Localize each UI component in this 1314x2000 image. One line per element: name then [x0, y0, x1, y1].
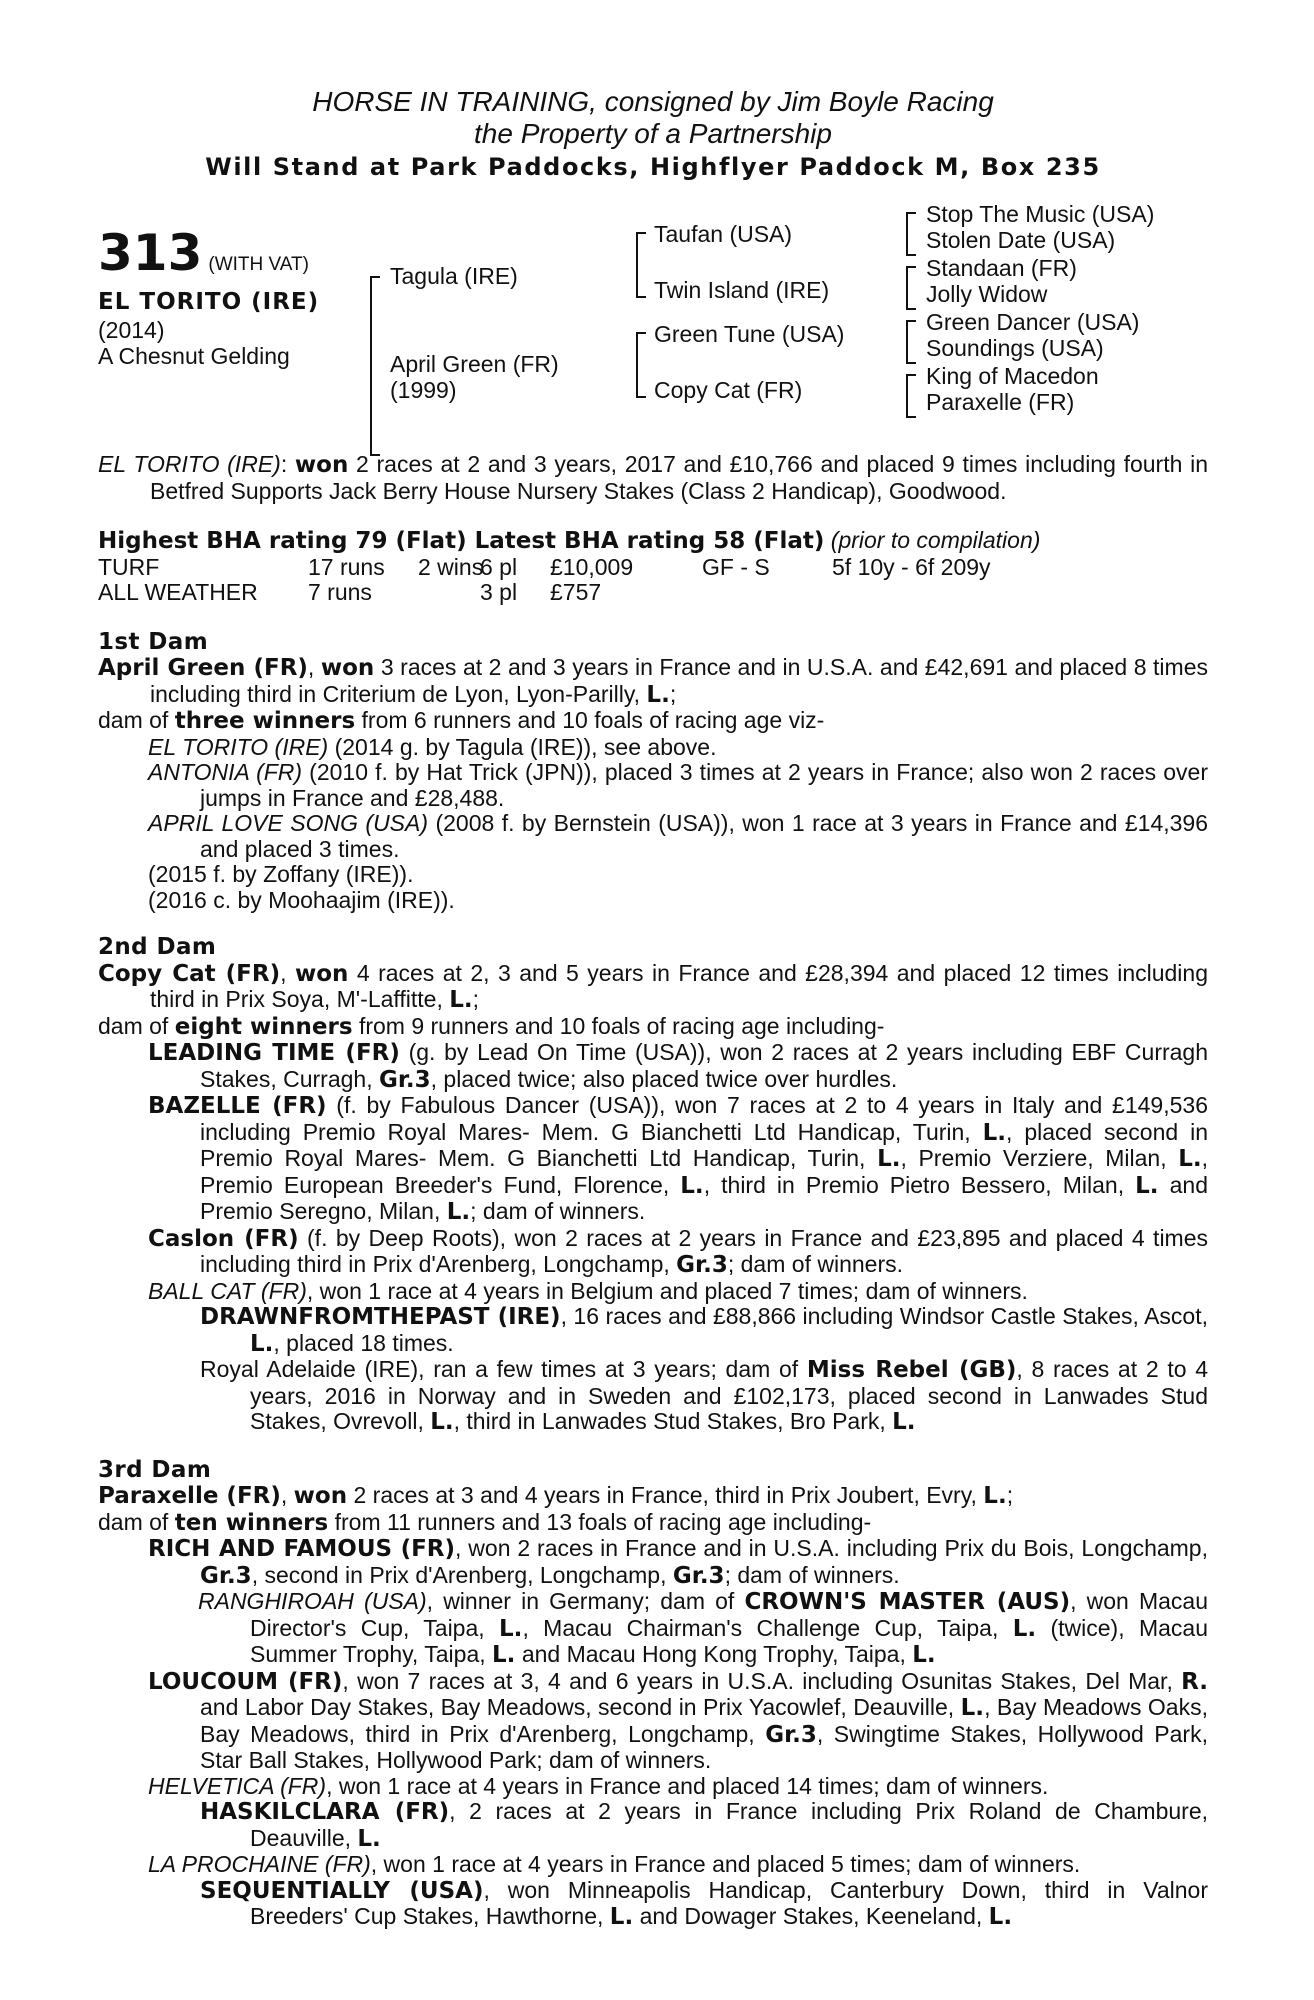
grand-produce-entry: HASKILCLARA (FR), 2 races at 2 years in France including Prix Roland de Chambure, Deauville, L.	[200, 1798, 1208, 1852]
dam-sire-dam: Soundings (USA)	[926, 335, 1104, 361]
dam-record: April Green (FR), won 3 races at 2 and 3 years in France and in U.S.A. and £42,691 and placed 8 times including third in Criterium de Lyon, Lyon-Parilly, L.;	[98, 654, 1208, 708]
produce-entry: ANTONIA (FR) (2010 f. by Hat Trick (JPN)), placed 3 times at 2 years in France; also won 2 races over jumps in France and £28,488.	[148, 759, 1208, 811]
ratings-row-turf: TURF 17 runs 2 wins 6 pl £10,009 GF - S 5f 10y - 6f 209y	[98, 553, 991, 580]
sire-sire: Taufan (USA)	[654, 221, 793, 247]
produce-entry: (2016 c. by Moohaajim (IRE)).	[148, 886, 455, 913]
section-heading: 2nd Dam	[98, 934, 217, 960]
pedigree-bracket	[906, 266, 916, 310]
dam-dam: Copy Cat (FR)	[654, 377, 803, 403]
ratings-line: Highest BHA rating 79 (Flat) Latest BHA rating 58 (Flat) (prior to compilation)	[98, 527, 1041, 554]
pedigree-bracket	[636, 232, 646, 298]
produce-entry: LA PROCHAINE (FR), won 1 race at 4 years in France and placed 5 times; dam of winners.	[148, 1851, 1081, 1877]
second-dam-section	[98, 935, 1208, 1436]
ratings-block	[98, 528, 1208, 606]
produce-entry: RICH AND FAMOUS (FR), won 2 races in France and in U.S.A. including Prix du Bois, Longchamp, Gr.3, second in Prix d'Arenberg, Longchamp, Gr.3; dam of winners.	[148, 1535, 1208, 1589]
pedigree-bracket	[636, 332, 646, 398]
lot-number-line	[98, 224, 309, 282]
section-heading: 1st Dam	[98, 628, 209, 655]
dam-record: Paraxelle (FR), won 2 races at 3 and 4 years in France, third in Prix Joubert, Evry, L.;	[98, 1482, 1014, 1509]
sire-dam-sire: Standaan (FR)	[926, 255, 1077, 281]
vat-label: (WITH VAT)	[208, 254, 309, 275]
produce-entry: BALL CAT (FR), won 1 race at 4 years in Belgium and placed 7 times; dam of winners.	[148, 1277, 1028, 1304]
pedigree-bracket	[906, 320, 916, 364]
third-dam-section	[98, 1458, 1208, 1931]
horse-name: EL TORITO (IRE)	[98, 289, 320, 315]
sire-dam: Twin Island (IRE)	[654, 277, 830, 303]
consignor-line: HORSE IN TRAINING, consigned by Jim Boyle Racing	[312, 86, 994, 117]
pedigree-bracket	[370, 276, 380, 456]
dam-produce-summary: dam of ten winners from 11 runners and 13 foals of racing age including-	[98, 1508, 872, 1536]
produce-entry: Caslon (FR) (f. by Deep Roots), won 2 races at 2 years in France and £23,895 and placed 4 times including third in Prix d'Arenberg, Longchamp, Gr.3; dam of winners.	[148, 1224, 1209, 1278]
dam-produce-summary: dam of three winners from 6 runners and 10 foals of racing age viz-	[98, 707, 825, 734]
pedigree-bracket	[906, 212, 916, 256]
produce-entry: HELVETICA (FR), won 1 race at 4 years in France and placed 14 times; dam of winners.	[148, 1772, 1049, 1799]
property-line: the Property of a Partnership	[474, 118, 832, 149]
produce-entry: LEADING TIME (FR) (g. by Lead On Time (USA)), won 2 races at 2 years including EBF Curragh Stakes, Curragh, Gr.3, placed twice; also placed twice over hurdles.	[148, 1039, 1209, 1093]
produce-entry: LOUCOUM (FR), won 7 races at 3, 4 and 6 years in U.S.A. including Osunitas Stakes, Del Mar, R. and Labor Day Stakes, Bay Meadows, second in Prix Yacowlef, Deauville, L., Bay Meadows Oaks, Bay Meadows, third in Prix d'Arenberg, Longchamp, Gr.3, Swingtime Stakes, Hollywood Park, Star Ball Stakes, Hollywood Park; dam of winners.	[148, 1667, 1208, 1773]
section-heading: 3rd Dam	[98, 1456, 212, 1483]
pedigree-bracket	[906, 374, 916, 418]
produce-entry: (2015 f. by Zoffany (IRE)).	[148, 861, 414, 887]
produce-entry: BAZELLE (FR) (f. by Fabulous Dancer (USA)), won 7 races at 2 to 4 years in Italy and £149,536 including Premio Royal Mares- Mem. G Bianchetti Ltd Handicap, Turin, L., placed second in Premio Royal Mares- Mem. G Bianchetti Ltd Handicap, Turin, L., Premio Verziere, Milan, L., Premio European Breeder's Fund, Florence, L., third in Premio Pietro Bessero, Milan, L. and Premio Seregno, Milan, L.; dam of winners.	[148, 1092, 1209, 1225]
grand-produce-entry: DRAWNFROMTHEPAST (IRE), 16 races and £88,866 including Windsor Castle Stakes, Ascot, L., placed 18 times.	[200, 1303, 1209, 1357]
sire-dam-dam: Jolly Widow	[926, 281, 1048, 307]
sire-sire-dam: Stolen Date (USA)	[926, 227, 1116, 253]
dam-record: Copy Cat (FR), won 4 races at 2, 3 and 5 years in France and £28,394 and placed 12 times including third in Prix Soya, M'-Laffitte, L.;	[98, 959, 1209, 1013]
sire-sire-sire: Stop The Music (USA)	[926, 201, 1155, 227]
dam-dam-sire: King of Macedon	[926, 363, 1099, 389]
dam-sire: Green Tune (USA)	[654, 321, 845, 347]
ratings-row-all-weather: ALL WEATHER 7 runs 3 pl £757	[98, 579, 602, 605]
dam-dam-dam: Paraxelle (FR)	[926, 389, 1075, 415]
dam-produce-summary: dam of eight winners from 9 runners and 10 foals of racing age including-	[98, 1012, 885, 1040]
foaling-year: (2014)	[98, 317, 165, 343]
race-summary: EL TORITO (IRE): won 2 races at 2 and 3 years, 2017 and £10,766 and placed 9 times including fourth in Betfred Supports Jack Berry House Nursery Stakes (Class 2 Handicap), Goodwood.	[98, 451, 1208, 504]
dam-sire-sire: Green Dancer (USA)	[926, 309, 1140, 335]
grand-produce-entry: Royal Adelaide (IRE), ran a few times at 3 years; dam of Miss Rebel (GB), 8 races at 2 to 4 years, 2016 in Norway and in Sweden and £102,173, placed second in Lanwades Stud Stakes, Ovrevoll, L., third in Lanwades Stud Stakes, Bro Park, L.	[200, 1356, 1208, 1435]
grand-produce-entry: SEQUENTIALLY (USA), won Minneapolis Handicap, Canterbury Down, third in Valnor Breeders' Cup Stakes, Hawthorne, L. and Dowager Stakes, Keeneland, L.	[200, 1876, 1208, 1930]
pedigree-block	[98, 201, 1208, 452]
produce-entry: EL TORITO (IRE) (2014 g. by Tagula (IRE)), see above.	[148, 733, 717, 760]
horse-description: A Chesnut Gelding	[98, 343, 290, 369]
produce-entry: APRIL LOVE SONG (USA) (2008 f. by Bernstein (USA)), won 1 race at 3 years in France and £14,396 and placed 3 times.	[148, 810, 1209, 862]
sire: Tagula (IRE)	[390, 263, 518, 289]
grand-produce-entry: RANGHIROAH (USA), winner in Germany; dam of CROWN'S MASTER (AUS), won Macau Director's Cup, Taipa, L., Macau Chairman's Challenge Cup, Taipa, L. (twice), Macau Summer Trophy, Taipa, L. and Macau Hong Kong Trophy, Taipa, L.	[198, 1588, 1208, 1668]
first-dam-section	[98, 630, 1208, 914]
lot-number: 313	[98, 224, 203, 282]
stand-location: Will Stand at Park Paddocks, Highflyer Paddock M, Box 235	[205, 153, 1101, 181]
dam-year: (1999)	[390, 377, 457, 403]
catalogue-page	[98, 86, 1208, 1931]
dam: April Green (FR)	[390, 351, 559, 377]
